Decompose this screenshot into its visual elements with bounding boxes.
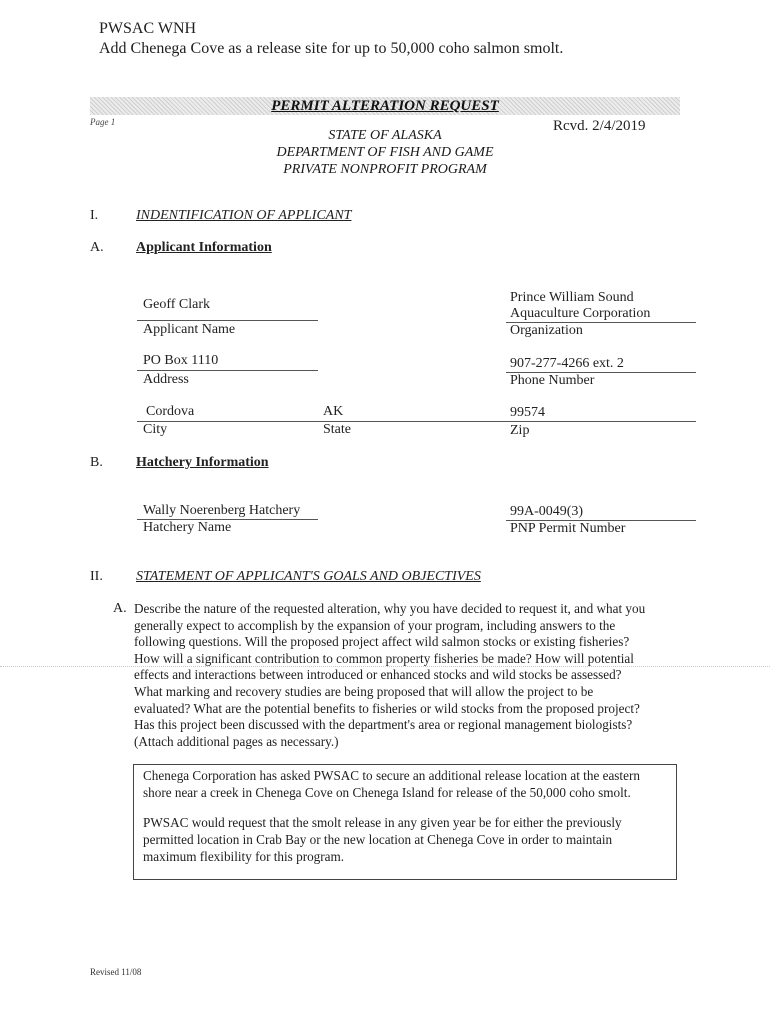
- section-1a-letter: A.: [90, 240, 104, 255]
- state-value: AK: [323, 404, 344, 419]
- agency-line-1: STATE OF ALASKA: [328, 128, 442, 143]
- section-1b-letter: B.: [90, 455, 103, 470]
- organization-value-line-2: Aquaculture Corporation: [510, 306, 651, 321]
- phone-value: 907-277-4266 ext. 2: [510, 356, 624, 371]
- response-paragraph-1: Chenega Corporation has asked PWSAC to secure an additional release location at the eastern shore near a creek in Chenega Cove on Chenega Island for release of the 50,000 coho smolt.: [143, 768, 640, 800]
- response-paragraph-2: PWSAC would request that the smolt release in any given year be for either the previously permitted location in Crab Bay or the new location at Chenega Cove in order to maintain maximum flexibility for this program.: [143, 815, 622, 864]
- address-label: Address: [143, 372, 189, 387]
- city-state-zip-rule: [137, 421, 696, 422]
- zip-label: Zip: [510, 423, 530, 438]
- address-rule: [137, 370, 318, 371]
- agency-line-3: PRIVATE NONPROFIT PROGRAM: [283, 162, 487, 177]
- applicant-info-heading: Applicant Information: [136, 240, 272, 255]
- scan-artifact-line: [0, 666, 770, 667]
- pnp-permit-label: PNP Permit Number: [510, 521, 626, 536]
- header-line-2: Add Chenega Cove as a release site for up to 50,000 coho salmon smolt.: [99, 40, 564, 57]
- section-2-title: STATEMENT OF APPLICANT'S GOALS AND OBJECTIVES: [136, 569, 481, 584]
- hatchery-name-label: Hatchery Name: [143, 520, 232, 535]
- phone-label: Phone Number: [510, 373, 595, 388]
- applicant-name-rule: [137, 320, 318, 321]
- page-label: Page 1: [90, 117, 116, 127]
- city-value: Cordova: [146, 404, 195, 419]
- city-label: City: [143, 422, 168, 437]
- section-2-number: II.: [90, 569, 103, 584]
- form-title-banner: [90, 97, 680, 115]
- revised-footer: Revised 11/08: [90, 967, 142, 977]
- address-value: PO Box 1110: [143, 353, 219, 368]
- section-1-number: I.: [90, 208, 99, 223]
- pnp-permit-value: 99A-0049(3): [510, 504, 584, 519]
- agency-line-2: DEPARTMENT OF FISH AND GAME: [276, 145, 494, 160]
- hatchery-info-heading: Hatchery Information: [136, 455, 269, 470]
- section-2a-letter: A.: [113, 601, 127, 616]
- form-title: PERMIT ALTERATION REQUEST: [271, 98, 499, 114]
- response-box: [133, 764, 677, 880]
- hatchery-name-value: Wally Noerenberg Hatchery: [143, 503, 301, 518]
- received-stamp: Rcvd. 2/4/2019: [553, 118, 646, 134]
- section-1-title: INDENTIFICATION OF APPLICANT: [136, 208, 352, 223]
- header-line-1: PWSAC WNH: [99, 20, 197, 37]
- state-label: State: [323, 422, 351, 437]
- applicant-name-value: Geoff Clark: [143, 297, 210, 312]
- organization-value-line-1: Prince William Sound: [510, 290, 634, 305]
- alteration-question: Describe the nature of the requested alteration, why you have decided to request it, and what you generally expect to accomplish by the expansion of your program, including answers to the following questions. Will the proposed project affect wild salmon stocks or existing fisheries? How will a significant contribution to common property fisheries be made? How will potential effects and interactions between introduced or enhanced stocks and wild stocks be assessed? What marking and recovery studies are being proposed that will allow the project to be evaluated? What are the potential benefits to fisheries or wild stocks from the proposed project? Has this project been discussed with the department's area or regional management biologists? (Attach additional pages as necessary.): [134, 601, 646, 749]
- zip-value: 99574: [510, 405, 545, 420]
- organization-label: Organization: [510, 323, 583, 338]
- applicant-name-label: Applicant Name: [143, 322, 236, 337]
